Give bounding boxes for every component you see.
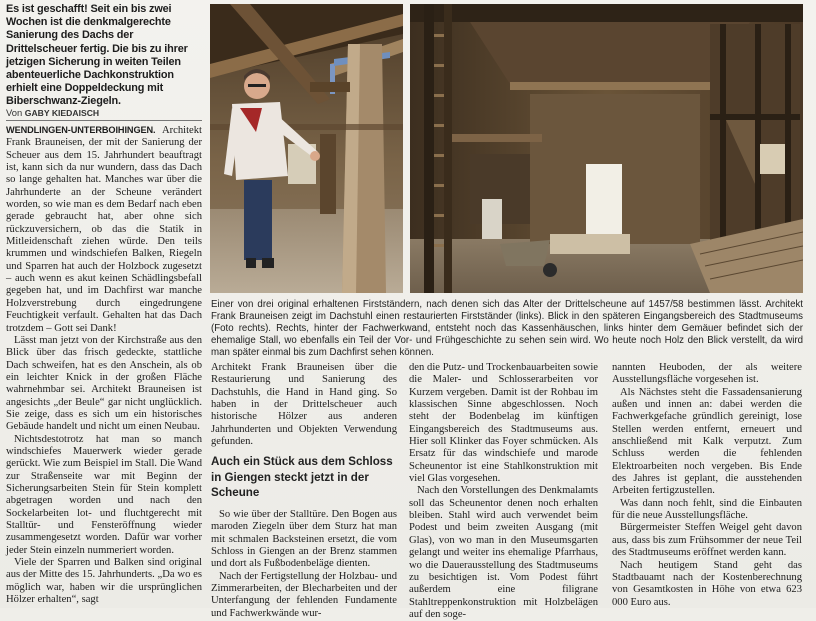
column-4	[612, 362, 802, 609]
column-1	[6, 124, 202, 606]
byline	[6, 107, 202, 121]
column-2-paragraph-1: Architekt Frank Brauneisen über die Restaurierung und Sanierung des Dachstuhls, die Hand in Hand ging. So haben in der Drittelscheuer auch historische Hölzer aus anderen Jahrhunderten und Objekten Verwendung gefunden.	[211, 362, 397, 448]
column-4-paragraph-4: Bürgermeister Steffen Weigel geht davon aus, dass bis zum Frühsommer der neue Teil des Stadtmuseums eröffnet werden kann.	[612, 522, 802, 559]
column-3-paragraph-1: den die Putz- und Trockenbauarbeiten sowie die Maler- und Schlosserarbeiten vor Kurzem vergeben. Damit ist der Rohbau im klassischen Sinne abgeschlossen. Noch steht der Bodenbelag im künftigen Eingangsbereich des Stadtmuseums aus. Hier soll Klinker das Foyer schmücken. Als Ersatz für das windschiefe und marode Scheunentor ist eine Stahlkonstruktion mit viel Glas vorgesehen.	[409, 362, 598, 485]
column-4-paragraph-2: Als Nächstes steht die Fassadensanierung außen und innen an: dabei werden die Fachwerkgefache gründlich gereinigt, lose Stellen werden entfernt, erneuert und anschließend mit Kalk verputzt. Zum Schluss werden die fehlenden Elektroarbeiten noch vergeben. Bis Ende des Jahres ist geplant, die ausstehenden Arbeiten fertigzustellen.	[612, 386, 802, 497]
photo-barn-interior	[410, 4, 803, 293]
column-1-paragraph-1: WENDLINGEN-UNTERBOIHINGEN. Architekt Frank Brauneisen, der mit der Sanierung der Scheuer aus dem 15. Jahrhundert beauftragt ist, kann sich da nur wundern, dass das Dach so lange gehalten hat. Manches war über die Jahrhunderte an der Scheune verändert worden, so wie man es dem Bedarf nach eben gerade gebraucht hat, aber ohne sich rückzuversichern, ob das die Statik in Mitleidenschaft ziehen würde. Den teils krummen und windschiefen Balken, Riegeln und Sparren hat auch der Holzbock zugesetzt – auch wenn es akut keinen Schädlingsbefall gegeben hat, und im Dachfirst war manche Holzverstrebung durch eingedrungene Feuchtigkeit verfault. Gehalten hat das Dach trotzdem – Gott sei Dank!	[6, 125, 202, 334]
column-4-paragraph-1: nannten Heuboden, der als weitere Ausstellungsfläche vorgesehen ist.	[612, 362, 802, 386]
photo-caption: Einer von drei original erhaltenen Firstständern, nach denen sich das Alter der Drittelscheune auf 1457/58 bestimmen lässt. Architekt Frank Brauneisen zeigt im Dachstuhl einen restaurierten Firstständer (links). Blick in den späteren Eingangsbereich des Stadtmuseums (Foto rechts). Rechts, hinter der Fachwerkwand, entsteht noch das Kassenhäuschen, links hinter dem Gemäuer befindet sich der ehemalige Stall, wo ebenfalls ein Teil der Vor- und Frühgeschichte zu sehen sein wird. Wo heute noch Holz den Blick verstellt, da wird man später einmal bis zum Dachfirst sehen können.	[211, 299, 803, 359]
column-3	[409, 362, 598, 621]
byline-prefix: Von	[6, 107, 23, 118]
photo-architect-roof-image	[210, 4, 403, 293]
article-intro: Es ist geschafft! Seit ein bis zwei Wochen ist die denkmalgerechte Sanierung des Dachs der Drittelscheuer fertig. Die bis zu ihrer jetzigen Sicherung in weiten Teilen abenteuerliche Dachkonstruktion erhielt eine Doppeldeckung mit Biberschwanz-Ziegeln.	[6, 3, 188, 108]
column-4-paragraph-3: Was dann noch fehlt, sind die Einbauten für die neue Ausstellungsfläche.	[612, 497, 802, 522]
column-2-paragraph-2: So wie über der Stalltüre. Den Bogen aus maroden Ziegeln über dem Sturz hat man mit schmalen Backsteinen ersetzt, die vom Schloss in Giengen an der Brenz stammen und dort als Fußbodenbeläge dienten.	[211, 508, 397, 570]
dateline: WENDLINGEN-UNTERBOIHINGEN.	[6, 125, 156, 135]
photo-barn-interior-image	[410, 4, 803, 293]
column-2-paragraph-3: Nach der Fertigstellung der Holzbau- und Zimmerarbeiten, der Blecharbeiten und der Unterfangung der fehlenden Fundamente und Fachwerkwände wur-	[211, 570, 397, 619]
column-1-paragraph-4: Viele der Sparren und Balken sind original aus der Mitte des 15. Jahrhunderts. „Da wo es möglich war, haben wir die ursprünglichen Hölzer erhalten“, sagt	[6, 557, 202, 606]
column-1-paragraph-2: Lässt man jetzt von der Kirchstraße aus den Blick über das frisch gedeckte, stattliche Dach schweifen, hat es den Anschein, als ob ein leichter Knick in der großen Fläche wahrnehmbar sei. Architekt Brauneisen ist angesichts „der Beule“ gar nicht unglücklich. Sie zeige, dass es sich um ein historisches Gebäude handelt und nicht um einen Neubau.	[6, 334, 202, 433]
column-4-paragraph-5: Nach heutigem Stand geht das Stadtbauamt nach der Kostenberechnung von Gesamtkosten in Höhe von etwa 623 000 Euro aus.	[612, 559, 802, 608]
byline-author: GABY KIEDAISCH	[24, 108, 100, 118]
column-1-paragraph-3: Nichtsdestotrotz hat man so manch windschiefes Mauerwerk wieder gerade gerückt. Wie zum Beispiel im Stall. Die Wand zur Straßenseite war mit Beginn der Sicherungsarbeiten Stein für Stein komplett abgetragen worden und nach den Sockelarbeiten lot- und fluchtgerecht mit Stalltür- und Fensteröffnung wieder zusammengesetzt worden. Dafür war vorher jeder Stein einzeln nummeriert worden.	[6, 433, 202, 556]
subheading: Auch ein Stück aus dem Schloss in Giengen steckt jetzt in der Scheune	[211, 455, 393, 500]
column-2	[211, 362, 397, 620]
column-3-paragraph-2: Nach den Vorstellungen des Denkmalamts soll das Scheunentor denen noch erhalten bleiben. Stahl wird auch verwendet beim Podest und beim zweiten Ausgang (mit Glas), von wo man in den Museumsgarten gelangt und weiter ins ehemalige Pfarrhaus, wo die Dauerausstellung des Stadtmuseums zu besichtigen ist. Vom Podest führt außerdem eine filigrane Stahltreppenkonstruktion mit Holzbelägen auf den soge-	[409, 485, 598, 620]
photo-architect-roof	[210, 4, 403, 293]
